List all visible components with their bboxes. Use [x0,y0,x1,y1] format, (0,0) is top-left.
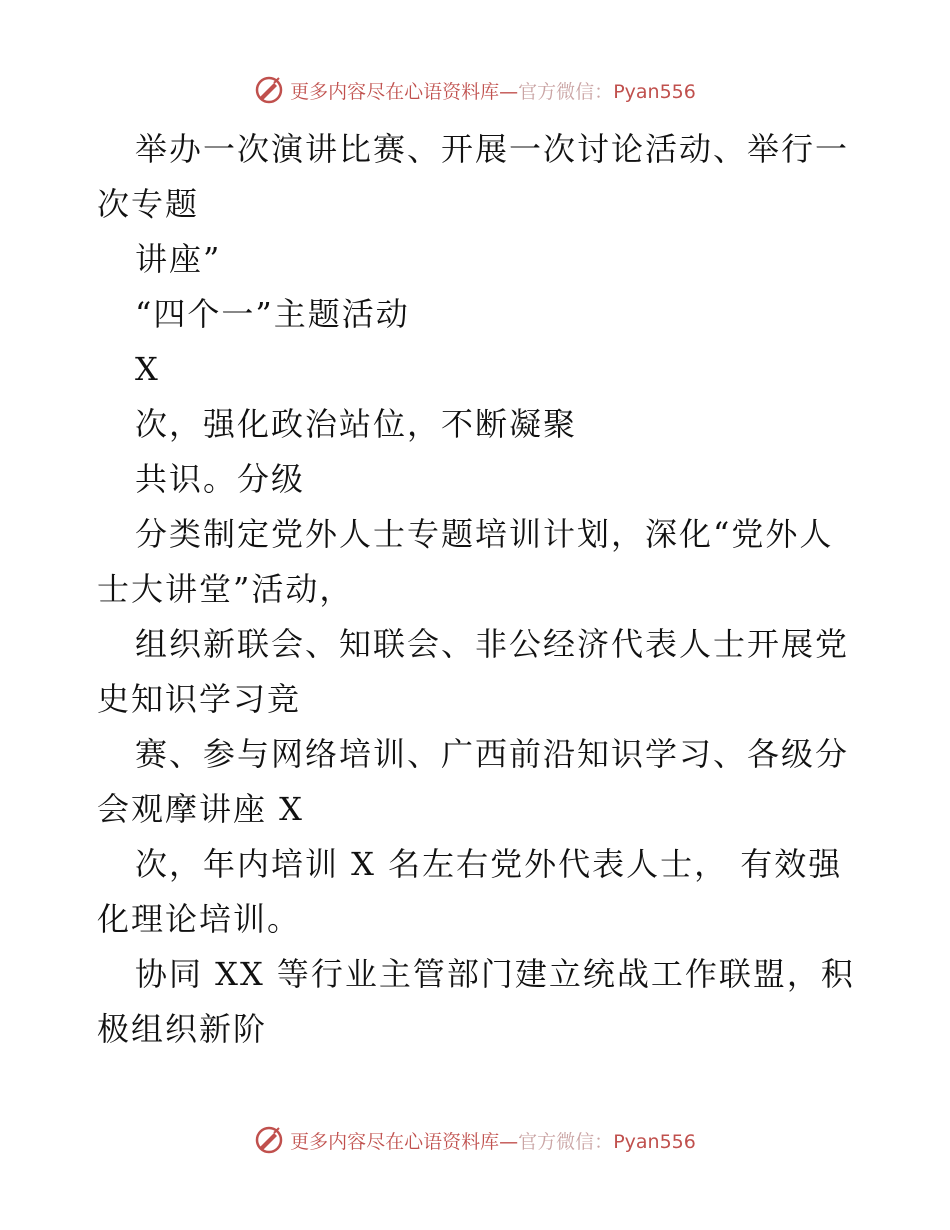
body-line: X [135,350,160,388]
body-line: 共识。分级 [135,460,306,498]
body-line: 组织新联会、知联会、非公经济代表人士开展党 [135,625,850,663]
body-line: 讲座” [135,240,222,278]
header-banner-wx: 官方微信： [518,80,614,103]
pen-seal-logo-icon [254,1125,284,1155]
body-line: “四个一”主题活动 [135,295,410,333]
footer-banner [0,1120,950,1160]
body-line: 化理论培训。 [97,900,302,938]
body-line: 次，年内培训 X 名左右党外代表人士， 有效强 [135,845,843,883]
body-line: 次，强化政治站位，不断凝聚 [135,405,578,443]
body-line: 次专题 [97,185,200,223]
footer-banner-main: 更多内容尽在心语资料库— [290,1130,519,1153]
header-banner [0,70,950,110]
body-line: 会观摩讲座 X [97,790,304,828]
body-line: 史知识学习竞 [97,680,302,718]
body-line: 举办一次演讲比赛、开展一次讨论活动、举行一 [135,130,850,168]
footer-banner-text [290,1127,696,1154]
pen-seal-logo-icon [254,75,284,105]
footer-banner-wx: 官方微信： [518,1130,614,1153]
body-line: 士大讲堂”活动， [97,570,354,608]
body-line: 分类制定党外人士专题培训计划，深化“党外人 [135,515,834,553]
document-body [97,122,857,1057]
body-line: 极组织新阶 [97,1010,268,1048]
header-banner-text [290,77,696,104]
footer-banner-id: Pyan556 [613,1130,696,1153]
body-line: 协同 XX 等行业主管部门建立统战工作联盟，积 [135,955,855,993]
header-banner-main: 更多内容尽在心语资料库— [290,80,519,103]
header-banner-id: Pyan556 [613,80,696,103]
body-line: 赛、参与网络培训、广西前沿知识学习、各级分 [135,735,850,773]
